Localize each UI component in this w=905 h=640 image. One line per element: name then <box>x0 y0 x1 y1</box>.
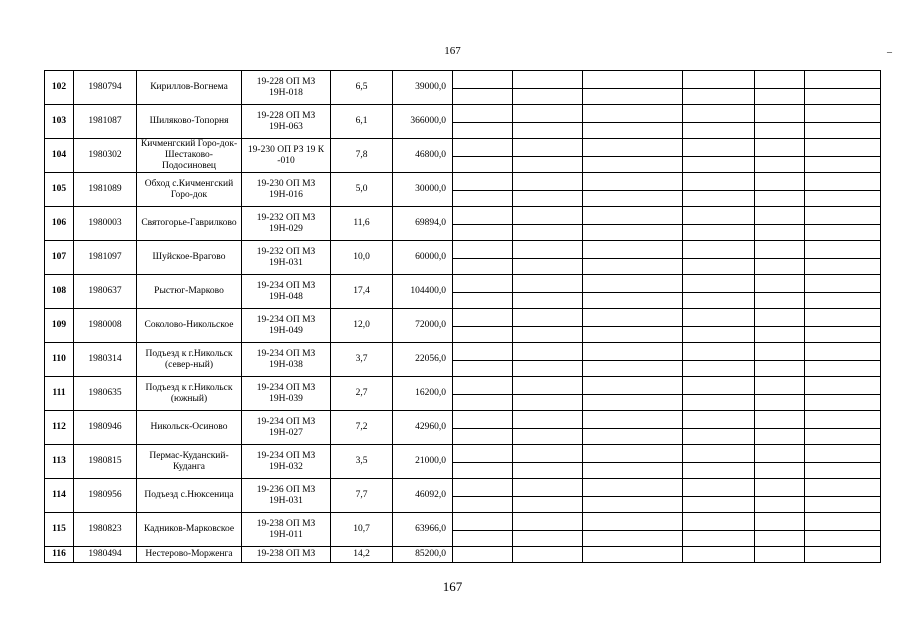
empty-cell <box>583 377 683 411</box>
cell-divider-line <box>583 530 682 531</box>
empty-cell <box>755 173 805 207</box>
cell-divider-line <box>755 462 804 463</box>
table-row <box>45 173 881 207</box>
empty-cell <box>805 343 881 377</box>
table-row <box>45 241 881 275</box>
empty-cell <box>755 377 805 411</box>
cell-divider-line <box>683 122 754 123</box>
empty-cell <box>805 479 881 513</box>
road-name-cell: Шуйское-Врагово <box>137 241 242 275</box>
road-name-cell: Кадников-Марковское <box>137 513 242 547</box>
row-number-cell: 106 <box>45 207 74 241</box>
cell-divider-line <box>805 496 880 497</box>
empty-cell <box>513 241 583 275</box>
cell-divider-line <box>683 258 754 259</box>
value-cell: 366000,0 <box>393 105 453 139</box>
empty-cell <box>683 547 755 563</box>
cell-divider-line <box>513 428 582 429</box>
cell-divider-line <box>683 530 754 531</box>
road-code-cell: 19-234 ОП МЗ 19Н-049 <box>242 309 331 343</box>
road-id-cell: 1980003 <box>74 207 137 241</box>
value-cell: 60000,0 <box>393 241 453 275</box>
empty-cell <box>583 105 683 139</box>
road-code-cell: 19-230 ОП МЗ 19Н-016 <box>242 173 331 207</box>
road-id-cell: 1980008 <box>74 309 137 343</box>
cell-divider-line <box>513 156 582 157</box>
road-id-cell: 1981089 <box>74 173 137 207</box>
empty-cell <box>453 105 513 139</box>
length-cell: 2,7 <box>331 377 393 411</box>
empty-cell <box>453 241 513 275</box>
cell-divider-line <box>755 258 804 259</box>
cell-divider-line <box>513 88 582 89</box>
cell-divider-line <box>755 496 804 497</box>
road-name-cell: Рыстюг-Марково <box>137 275 242 309</box>
empty-cell <box>453 377 513 411</box>
empty-cell <box>755 207 805 241</box>
cell-divider-line <box>683 326 754 327</box>
cell-divider-line <box>755 190 804 191</box>
empty-cell <box>583 173 683 207</box>
road-id-cell: 1981087 <box>74 105 137 139</box>
road-name-cell: Шиляково-Топорня <box>137 105 242 139</box>
empty-cell <box>755 479 805 513</box>
empty-cell <box>683 309 755 343</box>
road-id-cell: 1980946 <box>74 411 137 445</box>
cell-divider-line <box>805 190 880 191</box>
row-number-cell: 105 <box>45 173 74 207</box>
length-cell: 7,7 <box>331 479 393 513</box>
empty-cell <box>805 105 881 139</box>
cell-divider-line <box>583 224 682 225</box>
table-row <box>45 513 881 547</box>
cell-divider-line <box>683 394 754 395</box>
road-name-cell: Никольск-Осиново <box>137 411 242 445</box>
empty-cell <box>683 479 755 513</box>
road-id-cell: 1980494 <box>74 547 137 563</box>
cell-divider-line <box>583 462 682 463</box>
row-number-cell: 102 <box>45 71 74 105</box>
cell-divider-line <box>583 258 682 259</box>
empty-cell <box>755 547 805 563</box>
cell-divider-line <box>453 190 512 191</box>
road-code-cell: 19-238 ОП МЗ <box>242 547 331 563</box>
cell-divider-line <box>583 394 682 395</box>
road-name-cell: Обход с.Кичменгский Горо-док <box>137 173 242 207</box>
empty-cell <box>755 309 805 343</box>
cell-divider-line <box>683 428 754 429</box>
empty-cell <box>453 445 513 479</box>
road-name-cell: Соколово-Никольское <box>137 309 242 343</box>
empty-cell <box>583 343 683 377</box>
empty-cell <box>583 71 683 105</box>
empty-cell <box>683 513 755 547</box>
road-code-cell: 19-236 ОП МЗ 19Н-031 <box>242 479 331 513</box>
empty-cell <box>513 71 583 105</box>
table-row <box>45 105 881 139</box>
road-id-cell: 1981097 <box>74 241 137 275</box>
empty-cell <box>513 173 583 207</box>
length-cell: 7,2 <box>331 411 393 445</box>
table-row <box>45 275 881 309</box>
empty-cell <box>683 411 755 445</box>
road-name-cell: Подъезд с.Нюксеница <box>137 479 242 513</box>
empty-cell <box>755 445 805 479</box>
row-number-cell: 108 <box>45 275 74 309</box>
empty-cell <box>453 411 513 445</box>
cell-divider-line <box>805 292 880 293</box>
cell-divider-line <box>683 224 754 225</box>
cell-divider-line <box>453 88 512 89</box>
row-number-cell: 107 <box>45 241 74 275</box>
empty-cell <box>583 411 683 445</box>
road-code-cell: 19-228 ОП МЗ 19Н-063 <box>242 105 331 139</box>
road-code-cell: 19-232 ОП МЗ 19Н-031 <box>242 241 331 275</box>
empty-cell <box>513 309 583 343</box>
road-id-cell: 1980637 <box>74 275 137 309</box>
empty-cell <box>513 139 583 173</box>
empty-cell <box>513 479 583 513</box>
length-cell: 17,4 <box>331 275 393 309</box>
cell-divider-line <box>583 326 682 327</box>
value-cell: 46800,0 <box>393 139 453 173</box>
value-cell: 46092,0 <box>393 479 453 513</box>
empty-cell <box>805 173 881 207</box>
table-row <box>45 309 881 343</box>
road-name-cell: Пермас-Куданский-Куданга <box>137 445 242 479</box>
length-cell: 12,0 <box>331 309 393 343</box>
cell-divider-line <box>583 428 682 429</box>
cell-divider-line <box>513 394 582 395</box>
value-cell: 63966,0 <box>393 513 453 547</box>
row-number-cell: 103 <box>45 105 74 139</box>
empty-cell <box>683 241 755 275</box>
empty-cell <box>805 513 881 547</box>
road-name-cell: Подъезд к г.Никольск (север-ный) <box>137 343 242 377</box>
cell-divider-line <box>755 224 804 225</box>
cell-divider-line <box>453 326 512 327</box>
length-cell: 3,5 <box>331 445 393 479</box>
empty-cell <box>755 139 805 173</box>
road-code-cell: 19-228 ОП МЗ 19Н-018 <box>242 71 331 105</box>
cell-divider-line <box>683 462 754 463</box>
value-cell: 39000,0 <box>393 71 453 105</box>
table-row <box>45 411 881 445</box>
cell-divider-line <box>453 360 512 361</box>
road-id-cell: 1980314 <box>74 343 137 377</box>
cell-divider-line <box>583 360 682 361</box>
table-row <box>45 445 881 479</box>
row-number-cell: 115 <box>45 513 74 547</box>
cell-divider-line <box>453 292 512 293</box>
empty-cell <box>805 445 881 479</box>
row-number-cell: 114 <box>45 479 74 513</box>
road-id-cell: 1980794 <box>74 71 137 105</box>
value-cell: 69894,0 <box>393 207 453 241</box>
cell-divider-line <box>805 326 880 327</box>
empty-cell <box>683 275 755 309</box>
value-cell: 104400,0 <box>393 275 453 309</box>
row-number-cell: 104 <box>45 139 74 173</box>
cell-divider-line <box>755 326 804 327</box>
table-row <box>45 139 881 173</box>
empty-cell <box>683 173 755 207</box>
empty-cell <box>453 275 513 309</box>
empty-cell <box>583 479 683 513</box>
empty-cell <box>453 173 513 207</box>
cell-divider-line <box>805 360 880 361</box>
row-number-cell: 111 <box>45 377 74 411</box>
cell-divider-line <box>805 258 880 259</box>
length-cell: 3,7 <box>331 343 393 377</box>
road-id-cell: 1980302 <box>74 139 137 173</box>
road-name-cell: Кичменгский Горо-док-Шестаково-Подосиновец <box>137 139 242 173</box>
cell-divider-line <box>755 360 804 361</box>
empty-cell <box>805 411 881 445</box>
empty-cell <box>683 343 755 377</box>
empty-cell <box>755 343 805 377</box>
cell-divider-line <box>755 122 804 123</box>
road-id-cell: 1980815 <box>74 445 137 479</box>
cell-divider-line <box>453 462 512 463</box>
cell-divider-line <box>453 394 512 395</box>
cell-divider-line <box>683 360 754 361</box>
cell-divider-line <box>583 88 682 89</box>
empty-cell <box>755 275 805 309</box>
empty-cell <box>513 547 583 563</box>
cell-divider-line <box>513 122 582 123</box>
road-code-cell: 19-234 ОП МЗ 19Н-048 <box>242 275 331 309</box>
table-row <box>45 71 881 105</box>
road-code-cell: 19-234 ОП МЗ 19Н-032 <box>242 445 331 479</box>
table-row <box>45 479 881 513</box>
empty-cell <box>755 105 805 139</box>
empty-cell <box>513 411 583 445</box>
road-code-cell: 19-234 ОП МЗ 19Н-039 <box>242 377 331 411</box>
cell-divider-line <box>513 326 582 327</box>
cell-divider-line <box>805 156 880 157</box>
length-cell: 5,0 <box>331 173 393 207</box>
cell-divider-line <box>683 496 754 497</box>
cell-divider-line <box>755 394 804 395</box>
road-code-cell: 19-238 ОП МЗ 19Н-011 <box>242 513 331 547</box>
row-number-cell: 113 <box>45 445 74 479</box>
empty-cell <box>583 445 683 479</box>
cell-divider-line <box>583 496 682 497</box>
empty-cell <box>805 241 881 275</box>
empty-cell <box>805 71 881 105</box>
empty-cell <box>453 71 513 105</box>
empty-cell <box>755 411 805 445</box>
empty-cell <box>755 241 805 275</box>
length-cell: 6,1 <box>331 105 393 139</box>
table-row <box>45 207 881 241</box>
cell-divider-line <box>755 292 804 293</box>
length-cell: 11,6 <box>331 207 393 241</box>
corner-mark: – <box>887 47 892 58</box>
road-id-cell: 1980823 <box>74 513 137 547</box>
empty-cell <box>805 377 881 411</box>
page-number-bottom: 167 <box>442 579 463 594</box>
length-cell: 10,0 <box>331 241 393 275</box>
cell-divider-line <box>453 156 512 157</box>
cell-divider-line <box>755 428 804 429</box>
empty-cell <box>453 139 513 173</box>
road-name-cell: Святогорье-Гаврилково <box>137 207 242 241</box>
cell-divider-line <box>805 530 880 531</box>
empty-cell <box>513 513 583 547</box>
empty-cell <box>453 513 513 547</box>
cell-divider-line <box>513 360 582 361</box>
empty-cell <box>683 207 755 241</box>
empty-cell <box>583 207 683 241</box>
length-cell: 10,7 <box>331 513 393 547</box>
value-cell: 22056,0 <box>393 343 453 377</box>
empty-cell <box>513 343 583 377</box>
roads-table <box>44 70 881 563</box>
road-code-cell: 19-230 ОП РЗ 19 К -010 <box>242 139 331 173</box>
cell-divider-line <box>683 190 754 191</box>
empty-cell <box>583 139 683 173</box>
cell-divider-line <box>583 156 682 157</box>
road-name-cell: Кириллов-Вогнема <box>137 71 242 105</box>
empty-cell <box>513 445 583 479</box>
row-number-cell: 109 <box>45 309 74 343</box>
empty-cell <box>683 377 755 411</box>
cell-divider-line <box>513 292 582 293</box>
value-cell: 21000,0 <box>393 445 453 479</box>
empty-cell <box>683 139 755 173</box>
empty-cell <box>453 479 513 513</box>
cell-divider-line <box>683 156 754 157</box>
empty-cell <box>513 105 583 139</box>
cell-divider-line <box>453 224 512 225</box>
cell-divider-line <box>805 428 880 429</box>
road-code-cell: 19-234 ОП МЗ 19Н-027 <box>242 411 331 445</box>
empty-cell <box>805 275 881 309</box>
cell-divider-line <box>513 258 582 259</box>
empty-cell <box>583 275 683 309</box>
road-name-cell: Нестерово-Морженга <box>137 547 242 563</box>
cell-divider-line <box>453 530 512 531</box>
cell-divider-line <box>755 88 804 89</box>
cell-divider-line <box>805 88 880 89</box>
length-cell: 7,8 <box>331 139 393 173</box>
cell-divider-line <box>513 190 582 191</box>
empty-cell <box>805 207 881 241</box>
road-name-cell: Подъезд к г.Никольск (южный) <box>137 377 242 411</box>
empty-cell <box>683 105 755 139</box>
empty-cell <box>583 309 683 343</box>
table-row <box>45 547 881 563</box>
value-cell: 72000,0 <box>393 309 453 343</box>
value-cell: 16200,0 <box>393 377 453 411</box>
empty-cell <box>583 513 683 547</box>
cell-divider-line <box>513 224 582 225</box>
cell-divider-line <box>513 530 582 531</box>
empty-cell <box>683 445 755 479</box>
length-cell: 6,5 <box>331 71 393 105</box>
empty-cell <box>513 377 583 411</box>
row-number-cell: 110 <box>45 343 74 377</box>
empty-cell <box>755 71 805 105</box>
value-cell: 85200,0 <box>393 547 453 563</box>
cell-divider-line <box>453 428 512 429</box>
cell-divider-line <box>805 122 880 123</box>
road-id-cell: 1980956 <box>74 479 137 513</box>
row-number-cell: 116 <box>45 547 74 563</box>
row-number-cell: 112 <box>45 411 74 445</box>
page-number-top: 167 <box>444 45 461 57</box>
empty-cell <box>453 207 513 241</box>
cell-divider-line <box>805 462 880 463</box>
empty-cell <box>683 71 755 105</box>
table-row <box>45 377 881 411</box>
value-cell: 42960,0 <box>393 411 453 445</box>
cell-divider-line <box>683 88 754 89</box>
road-id-cell: 1980635 <box>74 377 137 411</box>
cell-divider-line <box>805 224 880 225</box>
cell-divider-line <box>755 530 804 531</box>
cell-divider-line <box>805 394 880 395</box>
length-cell: 14,2 <box>331 547 393 563</box>
cell-divider-line <box>453 496 512 497</box>
cell-divider-line <box>583 122 682 123</box>
cell-divider-line <box>583 292 682 293</box>
empty-cell <box>453 547 513 563</box>
cell-divider-line <box>513 496 582 497</box>
empty-cell <box>755 513 805 547</box>
cell-divider-line <box>583 190 682 191</box>
empty-cell <box>453 343 513 377</box>
cell-divider-line <box>453 122 512 123</box>
empty-cell <box>805 139 881 173</box>
table-row <box>45 343 881 377</box>
empty-cell <box>513 207 583 241</box>
empty-cell <box>513 275 583 309</box>
empty-cell <box>453 309 513 343</box>
cell-divider-line <box>683 292 754 293</box>
road-code-cell: 19-234 ОП МЗ 19Н-038 <box>242 343 331 377</box>
value-cell: 30000,0 <box>393 173 453 207</box>
empty-cell <box>805 309 881 343</box>
empty-cell <box>805 547 881 563</box>
empty-cell <box>583 547 683 563</box>
road-code-cell: 19-232 ОП МЗ 19Н-029 <box>242 207 331 241</box>
cell-divider-line <box>453 258 512 259</box>
cell-divider-line <box>755 156 804 157</box>
empty-cell <box>583 241 683 275</box>
cell-divider-line <box>513 462 582 463</box>
